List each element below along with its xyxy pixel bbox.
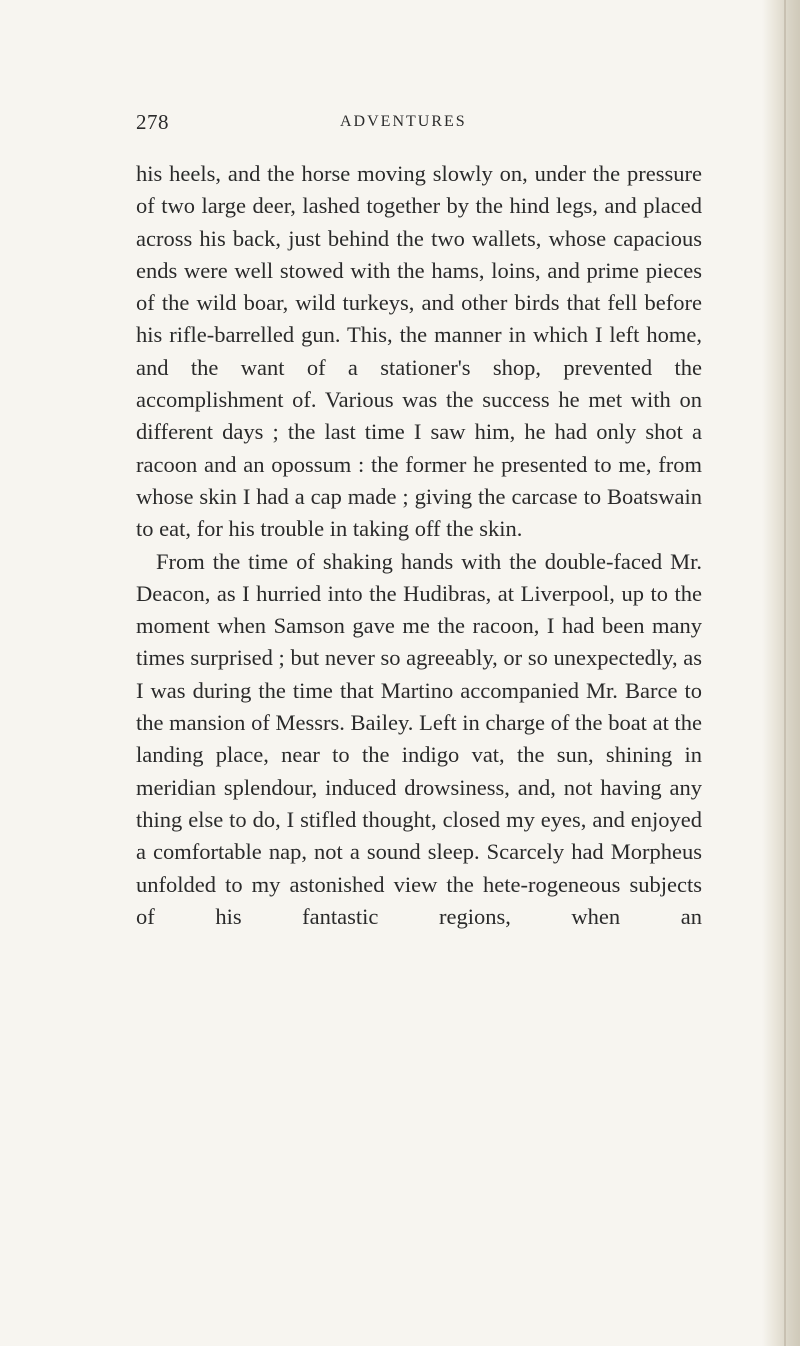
body-text xyxy=(136,158,702,933)
page-number: 278 xyxy=(136,110,169,134)
paragraph-2: From the time of shaking hands with the double-faced Mr. Deacon, as I hurried into the Hudibras, at Liverpool, up to the moment when Samson gave me the racoon, I had been many times surprised ; but never so agreeably, or so unexpectedly, as I was during the time that Martino accompanied Mr. Barce to the mansion of Messrs. Bailey. Left in charge of the boat at the landing place, near to the indigo vat, the sun, shining in meridian splendour, induced drowsiness, and, not having any thing else to do, I stifled thought, closed my eyes, and enjoyed a comfortable nap, not a sound sleep. Scarcely had Morpheus unfolded to my astonished view the hete-rogeneous subjects of his fantastic regions, when an xyxy=(136,548,702,929)
page-fore-edge-shadow xyxy=(762,0,800,1346)
page-header xyxy=(136,110,702,138)
running-head: ADVENTURES xyxy=(340,113,467,130)
page-fore-edge-line xyxy=(784,0,786,1346)
paragraph-1: his heels, and the horse moving slowly on, under the pressure of two large deer, lashed together by the hind legs, and placed across his back, just behind the two wallets, whose capacious ends were well stowed with the hams, loins, and prime pieces of the wild boar, wild turkeys, and other birds that fell before his rifle-barrelled gun. This, the manner in which I left home, and the want of a stationer's shop, prevented the accomplishment of. Various was the success he met with on different days ; the last time I saw him, he had only shot a racoon and an opossum : the former he presented to me, from whose skin I had a cap made ; giving the carcase to Boatswain to eat, for his trouble in taking off the skin. xyxy=(136,161,702,542)
